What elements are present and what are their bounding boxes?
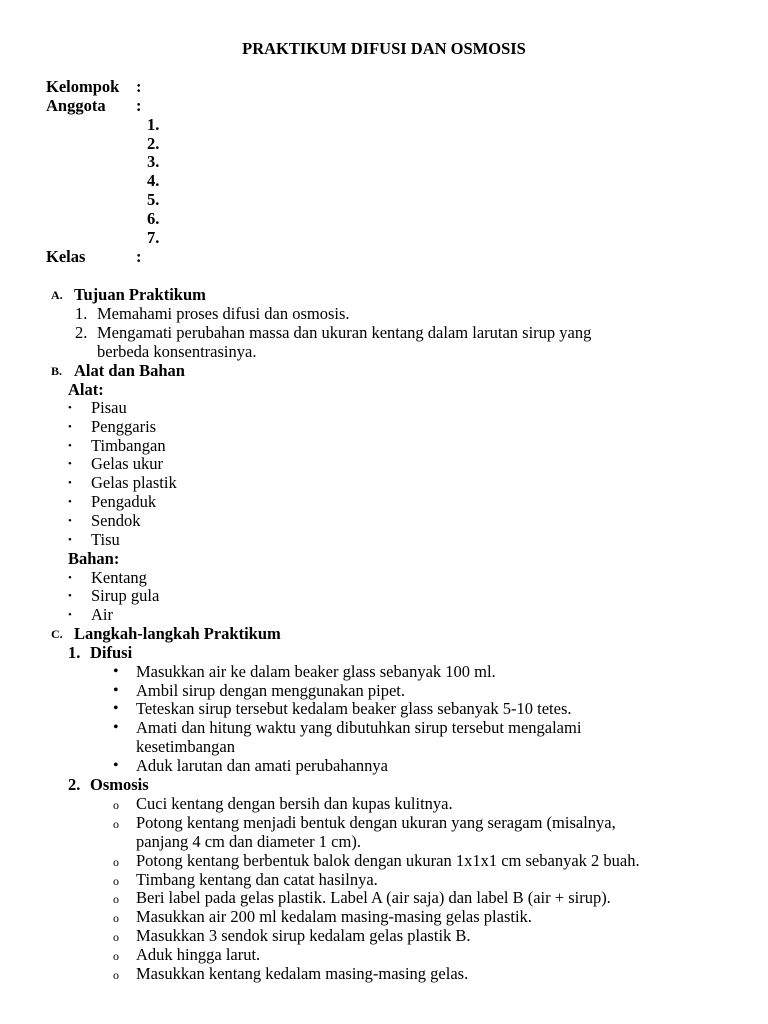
- step-number: 1.: [68, 643, 81, 662]
- step-item: Beri label pada gelas plastik. Label A (air saja) dan label B (air + sirup).: [136, 888, 611, 907]
- list-item: Memahami proses difusi dan osmosis.: [97, 304, 350, 323]
- section-heading: Alat dan Bahan: [74, 361, 185, 380]
- kelas-label: Kelas: [46, 247, 86, 266]
- step-item: Aduk larutan dan amati perubahannya: [136, 756, 388, 775]
- circle-bullet-icon: o: [113, 911, 119, 925]
- step-item: Ambil sirup dengan menggunakan pipet.: [136, 681, 405, 700]
- bullet-icon: •: [113, 682, 119, 699]
- page-title: PRAKTIKUM DIFUSI DAN OSMOSIS: [242, 39, 526, 58]
- list-item: Timbangan: [91, 436, 166, 455]
- circle-bullet-icon: o: [113, 968, 119, 982]
- circle-bullet-icon: o: [113, 930, 119, 944]
- step-item: Masukkan 3 sendok sirup kedalam gelas plastik B.: [136, 926, 471, 945]
- member-number: 4.: [147, 171, 160, 190]
- step-item-continuation: panjang 4 cm dan diameter 1 cm).: [136, 832, 361, 851]
- bullet-icon: •: [68, 440, 72, 452]
- list-item: Gelas plastik: [91, 473, 177, 492]
- step-item: Potong kentang menjadi bentuk dengan ukuran yang seragam (misalnya,: [136, 813, 616, 832]
- step-item: Amati dan hitung waktu yang dibutuhkan sirup tersebut mengalami: [136, 718, 582, 737]
- bullet-icon: •: [68, 534, 72, 546]
- step-item-continuation: kesetimbangan: [136, 737, 235, 756]
- section-letter: B.: [51, 364, 63, 378]
- bullet-icon: •: [113, 719, 119, 736]
- circle-bullet-icon: o: [113, 798, 119, 812]
- list-item: Mengamati perubahan massa dan ukuran kentang dalam larutan sirup yang: [97, 323, 592, 342]
- list-number: 1.: [75, 304, 88, 323]
- list-item: Sirup gula: [91, 586, 160, 605]
- member-number: 5.: [147, 190, 160, 209]
- kelompok-colon: :: [136, 77, 142, 96]
- circle-bullet-icon: o: [113, 855, 119, 869]
- subheading-osmosis: Osmosis: [90, 775, 149, 794]
- member-number: 1.: [147, 115, 160, 134]
- section-letter: C.: [51, 627, 63, 641]
- step-item: Masukkan kentang kedalam masing-masing gelas.: [136, 964, 469, 983]
- kelompok-label: Kelompok: [46, 77, 120, 96]
- step-item: Timbang kentang dan catat hasilnya.: [136, 870, 378, 889]
- list-item: Pisau: [91, 398, 127, 417]
- bullet-icon: •: [113, 757, 119, 774]
- circle-bullet-icon: o: [113, 817, 119, 831]
- step-item: Aduk hingga larut.: [136, 945, 261, 964]
- list-item: Sendok: [91, 511, 141, 530]
- member-number: 6.: [147, 209, 160, 228]
- list-item: Kentang: [91, 568, 147, 587]
- step-item: Cuci kentang dengan bersih dan kupas kulitnya.: [136, 794, 453, 813]
- list-item: Pengaduk: [91, 492, 157, 511]
- step-item: Teteskan sirup tersebut kedalam beaker glass sebanyak 5-10 tetes.: [136, 699, 572, 718]
- section-letter: A.: [51, 288, 63, 302]
- list-item: Gelas ukur: [91, 454, 163, 473]
- member-number: 2.: [147, 134, 160, 153]
- circle-bullet-icon: o: [113, 874, 119, 888]
- bullet-icon: •: [68, 458, 72, 470]
- bullet-icon: •: [68, 609, 72, 621]
- anggota-label: Anggota: [46, 96, 106, 115]
- subheading-alat: Alat:: [68, 380, 104, 399]
- circle-bullet-icon: o: [113, 949, 119, 963]
- list-item-continuation: berbeda konsentrasinya.: [97, 342, 257, 361]
- section-heading: Tujuan Praktikum: [74, 285, 206, 304]
- anggota-colon: :: [136, 96, 142, 115]
- circle-bullet-icon: o: [113, 892, 119, 906]
- bullet-icon: •: [68, 477, 72, 489]
- bullet-icon: •: [68, 572, 72, 584]
- bullet-icon: •: [113, 700, 119, 717]
- bullet-icon: •: [68, 421, 72, 433]
- bullet-icon: •: [113, 663, 119, 680]
- kelas-colon: :: [136, 247, 142, 266]
- list-item: Penggaris: [91, 417, 157, 436]
- step-item: Potong kentang berbentuk balok dengan ukuran 1x1x1 cm sebanyak 2 buah.: [136, 851, 640, 870]
- bullet-icon: •: [68, 402, 72, 414]
- list-item: Air: [91, 605, 113, 624]
- section-heading: Langkah-langkah Praktikum: [74, 624, 281, 643]
- subheading-difusi: Difusi: [90, 643, 133, 662]
- bullet-icon: •: [68, 496, 72, 508]
- step-number: 2.: [68, 775, 81, 794]
- member-number: 3.: [147, 152, 160, 171]
- bullet-icon: •: [68, 515, 72, 527]
- member-number: 7.: [147, 228, 160, 247]
- step-item: Masukkan air 200 ml kedalam masing-masing gelas plastik.: [136, 907, 532, 926]
- step-item: Masukkan air ke dalam beaker glass sebanyak 100 ml.: [136, 662, 496, 681]
- bullet-icon: •: [68, 590, 72, 602]
- subheading-bahan: Bahan:: [68, 549, 120, 568]
- list-item: Tisu: [91, 530, 120, 549]
- list-number: 2.: [75, 323, 88, 342]
